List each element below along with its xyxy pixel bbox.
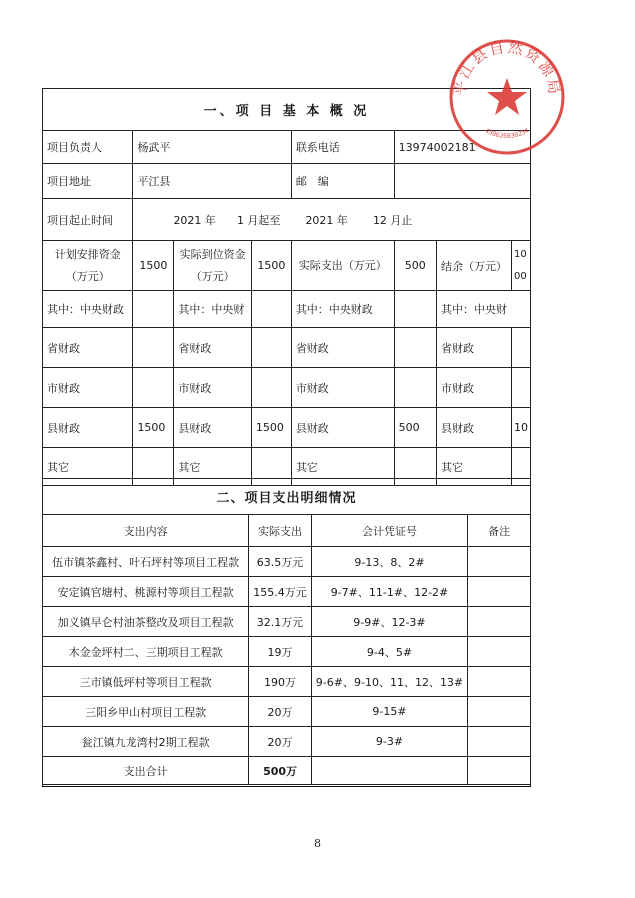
row-a-value [133,368,174,408]
table-row [43,727,531,757]
row-c-value [394,291,436,328]
expense-note [468,697,531,727]
row-d-value: 10 [511,408,530,448]
expense-content: 瓮江镇九龙湾村2期工程款 [43,727,249,757]
row-b-value [251,291,291,328]
period-start-month: 1 月起至 [236,213,281,227]
expense-note [468,547,531,577]
table-row [43,697,531,727]
row-d-value [511,368,530,408]
row-d-label: 县财政 [436,408,511,448]
row-a-label: 其中：中央财政 [43,291,133,328]
expense-voucher: 9-6#、9-10、11、12、13# [311,667,467,697]
row-c-value: 500 [394,408,436,448]
expense-content: 木金金坪村二、三期项目工程款 [43,637,249,667]
section1-title: 一、项 目 基 本 概 况 [43,89,531,131]
header-content: 支出内容 [43,515,249,547]
expense-voucher: 9-15# [311,697,467,727]
address-value: 平江县 [133,164,291,199]
page-number: 8 [314,837,321,850]
seal-star-icon [487,78,527,115]
plan-value: 1500 [133,241,174,291]
plan-label: 计划安排资金（万元） [43,241,133,291]
header-voucher: 会计凭证号 [311,515,467,547]
actual-arrival-value: 1500 [251,241,291,291]
expense-amount: 32.1万元 [249,607,312,637]
postcode-value [394,164,530,199]
phone-label: 联系电话 [291,131,394,164]
expense-amount: 155.4万元 [249,577,312,607]
expense-voucher: 9-4、5# [311,637,467,667]
expense-detail-table [42,478,531,785]
expense-content: 安定镇官塘村、桃源村等项目工程款 [43,577,249,607]
section2-title: 二、项目支出明细情况 [43,479,531,515]
table-row [43,577,531,607]
expense-voucher: 9-13、8、2# [311,547,467,577]
row-b-label: 其中：中央财 [174,291,251,328]
balance-value: 1000 [511,241,530,291]
period-value [133,199,531,241]
row-a-value: 1500 [133,408,174,448]
table-row [43,637,531,667]
leader-label: 项目负责人 [43,131,133,164]
expense-note [468,607,531,637]
row-b-value: 1500 [251,408,291,448]
row-d-value [511,328,530,368]
row-c-label: 市财政 [291,368,394,408]
header-amount: 实际支出 [249,515,312,547]
expense-note [468,667,531,697]
expense-voucher: 9-7#、11-1#、12-2# [311,577,467,607]
row-a-value [133,291,174,328]
row-c-label: 省财政 [291,328,394,368]
total-voucher [311,757,467,785]
postcode-label: 邮 编 [291,164,394,199]
actual-spend-value: 500 [394,241,436,291]
row-b-label: 省财政 [174,328,251,368]
total-label: 支出合计 [43,757,249,785]
address-label: 项目地址 [43,164,133,199]
header-note: 备注 [468,515,531,547]
row-d-label: 其中：中央财 [436,291,530,328]
row-c-label: 其它 [291,448,394,486]
total-value: 500万 [249,757,312,785]
row-a-label: 省财政 [43,328,133,368]
leader-value: 杨武平 [133,131,291,164]
table-row [43,547,531,577]
row-b-label: 其它 [174,448,251,486]
expense-content: 三阳乡甲山村项目工程款 [43,697,249,727]
row-c-value [394,328,436,368]
expense-voucher: 9-3# [311,727,467,757]
actual-spend-label: 实际支出（万元） [291,241,394,291]
row-b-label: 市财政 [174,368,251,408]
row-d-label: 其它 [436,448,511,486]
period-label: 项目起止时间 [43,199,133,241]
seal-number: 430626030254 [483,126,531,141]
period-start-year: 2021 年 [173,213,216,227]
row-a-value [133,328,174,368]
row-c-value [394,368,436,408]
row-c-label: 其中：中央财政 [291,291,394,328]
row-a-label: 市财政 [43,368,133,408]
period-end-year: 2021 年 [305,213,348,227]
seal-text: 平江县自然资源局 [450,38,564,98]
expense-amount: 20万 [249,697,312,727]
balance-label: 结余（万元） [436,241,511,291]
row-b-label: 县财政 [174,408,251,448]
expense-content: 伍市镇茶鑫村、叶石坪村等项目工程款 [43,547,249,577]
expense-amount: 63.5万元 [249,547,312,577]
row-a-label: 其它 [43,448,133,486]
official-seal-icon [448,38,566,156]
expense-note [468,637,531,667]
actual-arrival-label: 实际到位资金（万元） [174,241,251,291]
svg-text:430626030254 [484,126,531,140]
row-b-value [251,368,291,408]
expense-amount: 19万 [249,637,312,667]
expense-voucher: 9-9#、12-3# [311,607,467,637]
table-row [43,667,531,697]
expense-note [468,727,531,757]
period-end-month: 12 月止 [372,213,413,227]
table-row [43,607,531,637]
row-d-label: 省财政 [436,328,511,368]
expense-note [468,577,531,607]
total-note [468,757,531,785]
row-c-label: 县财政 [291,408,394,448]
expense-content: 加义镇早仑村油茶整改及项目工程款 [43,607,249,637]
row-a-label: 县财政 [43,408,133,448]
expense-content: 三市镇低坪村等项目工程款 [43,667,249,697]
row-d-label: 市财政 [436,368,511,408]
expense-amount: 20万 [249,727,312,757]
expense-amount: 190万 [249,667,312,697]
phone-value: 13974002181 [394,131,530,164]
row-b-value [251,328,291,368]
